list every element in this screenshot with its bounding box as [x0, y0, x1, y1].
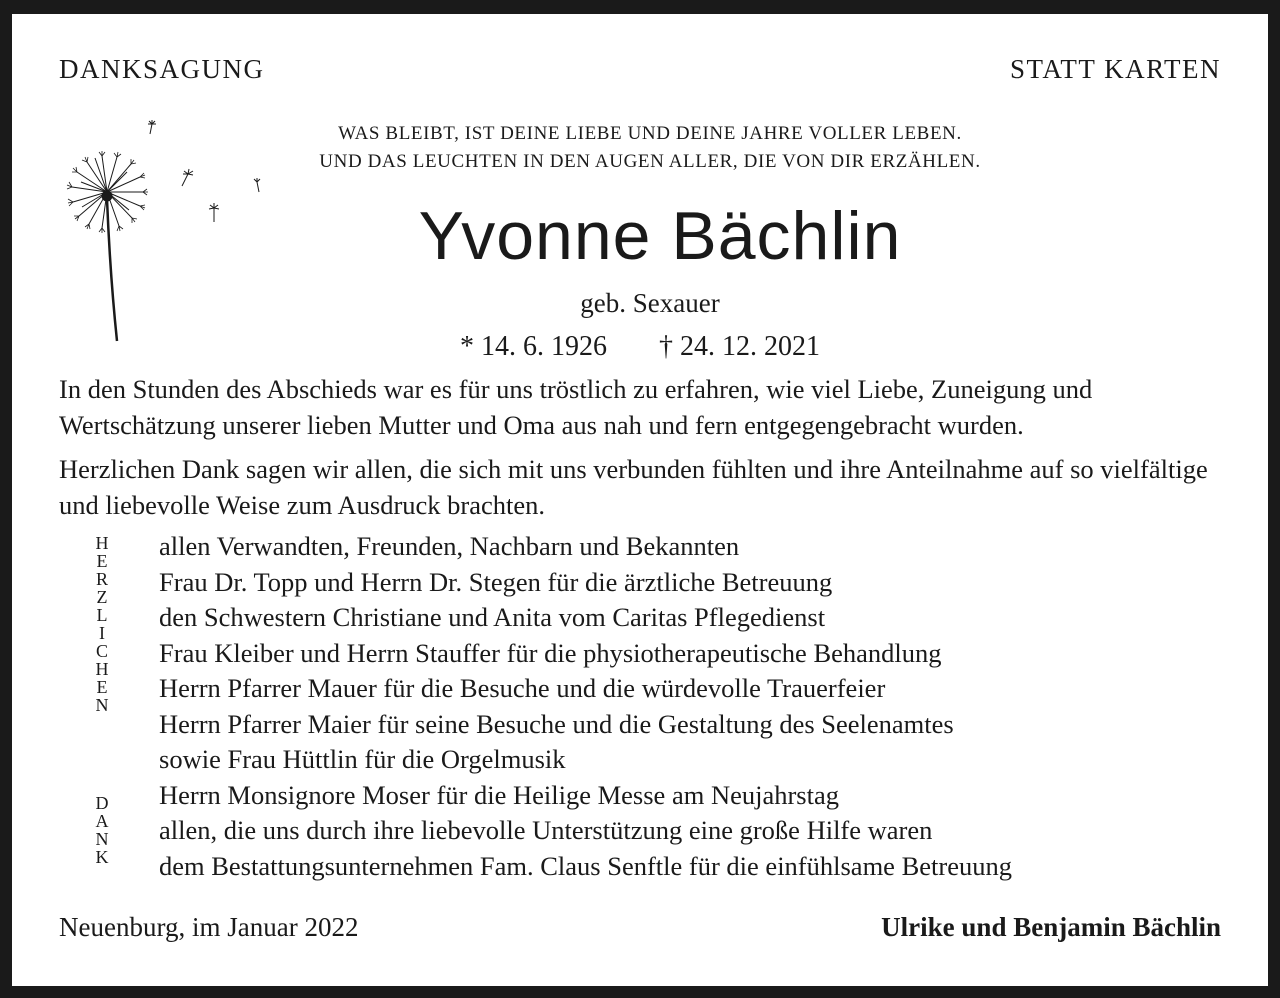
birth-date: * 14. 6. 1926 — [460, 331, 607, 362]
acrostic-letter: E — [96, 551, 108, 571]
paragraph-intro: In den Stunden des Abschieds war es für uns tröstlich zu erfahren, wie viel Liebe, Zuneigung und Wertschätzung unserer lieben Mutter und Oma aus nah und fern entgegengebracht wurden. — [59, 374, 1093, 440]
maiden-name: geb. Sexauer — [580, 288, 720, 318]
thanks-item: Herrn Pfarrer Maier für seine Besuche und die Gestaltung des Seelenamtes — [159, 708, 954, 739]
thanks-item: Herrn Monsignore Moser für die Heilige Messe am Neujahrstag — [159, 779, 839, 810]
acrostic-letter: D — [95, 793, 109, 813]
life-dates — [12, 330, 1268, 364]
acrostic-letter: R — [95, 569, 108, 589]
thanks-item: sowie Frau Hüttlin für die Orgelmusik — [159, 744, 566, 774]
motto-line-1: WAS BLEIBT, IST DEINE LIEBE UND DEINE JAHRE VOLLER LEBEN. — [338, 123, 962, 144]
header-danksagung: DANKSAGUNG — [59, 54, 265, 84]
motto-line-2: UND DAS LEUCHTEN IN DEN AUGEN ALLER, DIE VON DIR ERZÄHLEN. — [319, 151, 981, 172]
acrostic-letter: I — [99, 623, 105, 643]
thanks-item: allen Verwandten, Freunden, Nachbarn und Bekannten — [159, 531, 740, 561]
thanks-item: Frau Dr. Topp und Herrn Dr. Stegen für die ärztliche Betreuung — [159, 566, 833, 597]
acrostic-letter: H — [95, 659, 109, 679]
thanks-list — [159, 529, 1219, 884]
acrostic-letter: K — [95, 847, 109, 867]
thanks-item: den Schwestern Christiane und Anita vom Caritas Pflegedienst — [159, 602, 826, 632]
acrostic-letter: L — [96, 605, 108, 625]
acrostic-dank — [92, 794, 112, 866]
acrostic-letter: H — [95, 533, 109, 553]
acrostic-herzlichen — [92, 534, 112, 714]
place-and-date: Neuenburg, im Januar 2022 — [59, 912, 359, 942]
acrostic-letter: A — [95, 811, 109, 831]
thanks-item: Frau Kleiber und Herrn Stauffer für die physiotherapeutische Behandlung — [159, 637, 942, 668]
acrostic-letter: Z — [96, 587, 108, 607]
thanks-item: allen, die uns durch ihre liebevolle Unterstützung eine große Hilfe waren — [159, 815, 933, 845]
signatories: Ulrike und Benjamin Bächlin — [881, 912, 1221, 942]
thanks-item: Herrn Pfarrer Mauer für die Besuche und die würdevolle Trauerfeier — [159, 673, 886, 703]
thanks-item: dem Bestattungsunternehmen Fam. Claus Senftle für die einfühlsame Betreuung — [159, 850, 1012, 881]
header-statt-karten: STATT KARTEN — [1010, 54, 1221, 84]
acrostic-letter: C — [95, 641, 108, 661]
deceased-name: Yvonne Bächlin — [418, 198, 902, 274]
acrostic-letter: N — [95, 829, 109, 849]
paragraph-thanks: Herzlichen Dank sagen wir allen, die sich mit uns verbunden fühlten und ihre Anteilnahme auf so vielfältige und liebevolle Weise zum Ausdruck brachten. — [59, 454, 1208, 520]
death-date: † 24. 12. 2021 — [659, 331, 820, 362]
acrostic-letter: E — [96, 677, 108, 697]
obituary-card — [12, 14, 1268, 986]
acrostic-letter: N — [95, 695, 109, 715]
